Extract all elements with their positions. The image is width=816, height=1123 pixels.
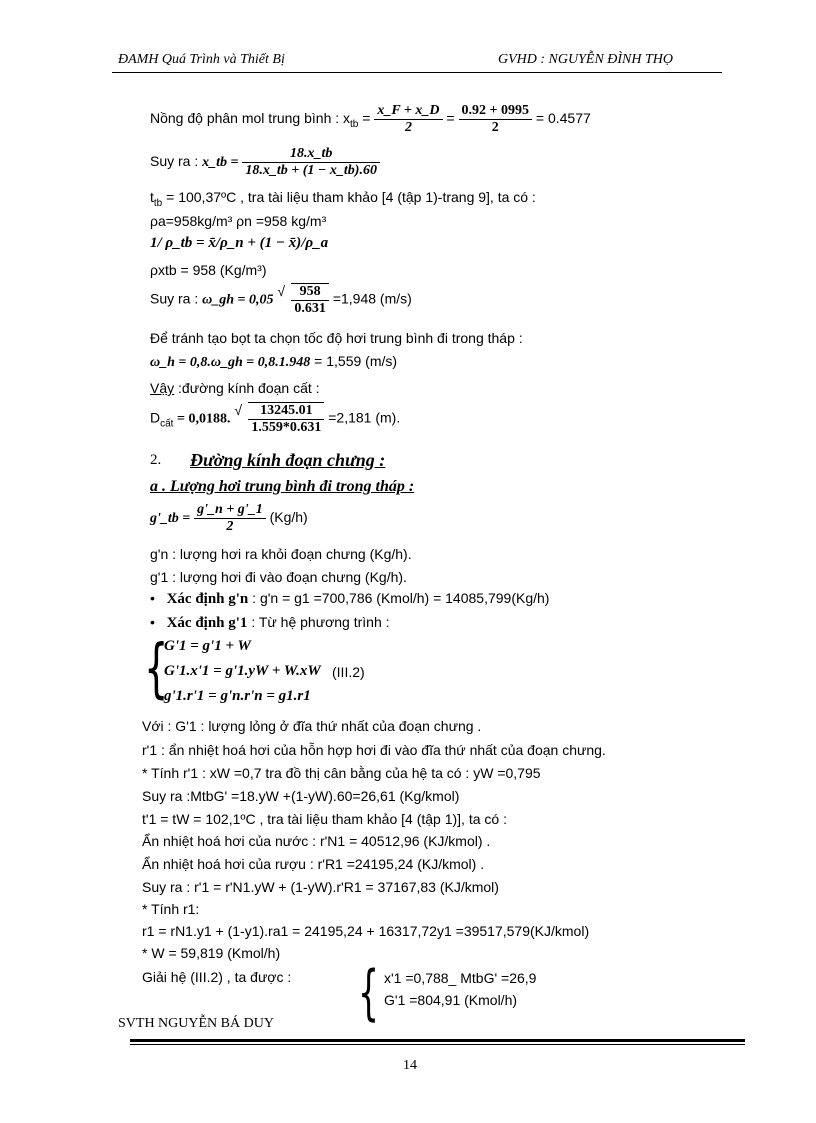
section-title: Đường kính đoạn chưng : (190, 450, 386, 470)
alcohol-heat-line: Ẩn nhiệt hoá hơi của rượu : r'R1 =24195,24 (KJ/kmol) . (142, 856, 485, 872)
footer-author: SVTH NGUYỄN BÁ DUY (118, 1016, 274, 1031)
density-values-line: ρa=958kg/m³ ρn =958 kg/m³ (150, 213, 327, 229)
system-eq-2: G'1.x'1 = g'1.yW + W.xW (164, 663, 321, 679)
result-brace: { (358, 958, 380, 1028)
foam-note-line: Để tránh tạo bọt ta chọn tốc độ hơi trung bình đi trong tháp : (150, 330, 523, 346)
g1-definition: g'1 : lượng hơi đi vào đoạn chưng (Kg/h). (150, 569, 407, 585)
system-label: (III.2) (332, 664, 365, 680)
system-eq-1: G'1 = g'1 + W (164, 638, 251, 654)
header-left: ĐAMH Quá Trình và Thiết Bị (118, 52, 285, 67)
limit-velocity-line: Suy ra : ω_gh = 0,05 √ $\frac{958}{0.631}$ =1,948 (m/s) (150, 283, 412, 316)
mixture-heat-line: Suy ra : r'1 = r'N1.yW + (1-yW).r'R1 = 37167,83 (KJ/kmol) (142, 879, 499, 895)
subsection-a-title: a . Lượng hơi trung bình đi trong tháp : (150, 478, 415, 495)
header-rule (112, 72, 722, 73)
bullet-icon: • (150, 590, 155, 606)
rectifying-diameter-heading: Vậy :đường kính đoạn cất : (150, 380, 320, 396)
gn-definition: g'n : lượng hơi ra khỏi đoạn chưng (Kg/h). (150, 546, 412, 562)
calc-r1-heading: * Tính r1: (142, 901, 200, 917)
section-number: 2. (150, 452, 162, 468)
system-eq-3: g'1.r'1 = g'n.r'n = g1.r1 (164, 688, 311, 704)
water-heat-line: Ẩn nhiệt hoá hơi của nước : r'N1 = 40512,96 (KJ/kmol) . (142, 833, 491, 849)
mean-mole-fraction-line: Nồng độ phân mol trung bình : $x_{tb}$ = $\frac{x\_F + x\_D}{2}$ = $\frac{0.92 + 0995}{2}$ = 0.4577 (150, 103, 591, 135)
rectifying-diameter-line: $D_{cất} = 0,0188$. √ $\frac{13245.01}{1.559*0.631}$ =2,181 (m). (150, 402, 401, 435)
page-number: 14 (403, 1058, 417, 1073)
mean-temperature-line: $t_{tb}$ = 100,37ºC , tra tài liệu tham khảo [4 (tập 1)-trang 9], ta có : (150, 189, 536, 209)
footer-rule-thin (130, 1044, 745, 1045)
result-1: x'1 =0,788_ MtbG' =26,9 (384, 970, 537, 986)
mean-mass-fraction-line: Suy ra : x_tb = $\frac{18.x\_tb}{18.x\_tb + (1 - x\_tb).60}$ (150, 146, 380, 179)
vapor-velocity-line: ω_h = 0,8.ω_gh = 0,8.1.948 = 1,559 (m/s) (150, 353, 398, 370)
molar-mass-line: Suy ra :MtbG' =18.yW +(1-yW).60=26,61 (Kg/kmol) (142, 788, 460, 804)
footer-rule-thick (130, 1039, 745, 1042)
system-brace: { (144, 632, 169, 706)
r1-formula-line: r1 = rN1.y1 + (1-y1).ra1 = 24195,24 + 16317,72y1 =39517,579(KJ/kmol) (142, 923, 590, 939)
density-formula-line: 1/ ρ_tb = x̄/ρ_n + (1 − x̄)/ρ_a (150, 235, 329, 251)
mixture-density-line: ρxtb = 958 (Kg/m³) (150, 262, 267, 278)
solve-system-line: Giải hệ (III.2) , ta được : (142, 969, 292, 985)
def-r1: r'1 : ẩn nhiệt hoá hơi của hỗn hợp hơi đi vào đĩa thứ nhất của đoạn chưng. (142, 742, 606, 758)
result-2: G'1 =804,91 (Kmol/h) (384, 992, 518, 1008)
header-right: GVHD : NGUYỄN ĐÌNH THỌ (498, 52, 674, 67)
w-value-line: * W = 59,819 (Kmol/h) (142, 945, 281, 961)
def-G1: Với : G'1 : lượng lỏng ở đĩa thứ nhất của đoạn chưng . (142, 718, 482, 734)
bullet-gn: • Xác định g'n : g'n = g1 =700,786 (Kmol/h) = 14085,799(Kg/h) (150, 590, 550, 607)
calc-r1-line: * Tính r'1 : xW =0,7 tra đồ thị cân bằng của hệ ta có : yW =0,795 (142, 765, 541, 781)
bullet-icon: • (150, 614, 155, 630)
bullet-g1: • Xác định g'1 : Từ hệ phương trình : (150, 614, 390, 631)
temperature-line: t'1 = tW = 102,1ºC , tra tài liệu tham khảo [4 (tập 1)], ta có : (142, 811, 507, 827)
mean-vapor-formula: g'_tb = $\frac{g'\_n + g'\_1}{2}$ (Kg/h) (150, 502, 308, 534)
